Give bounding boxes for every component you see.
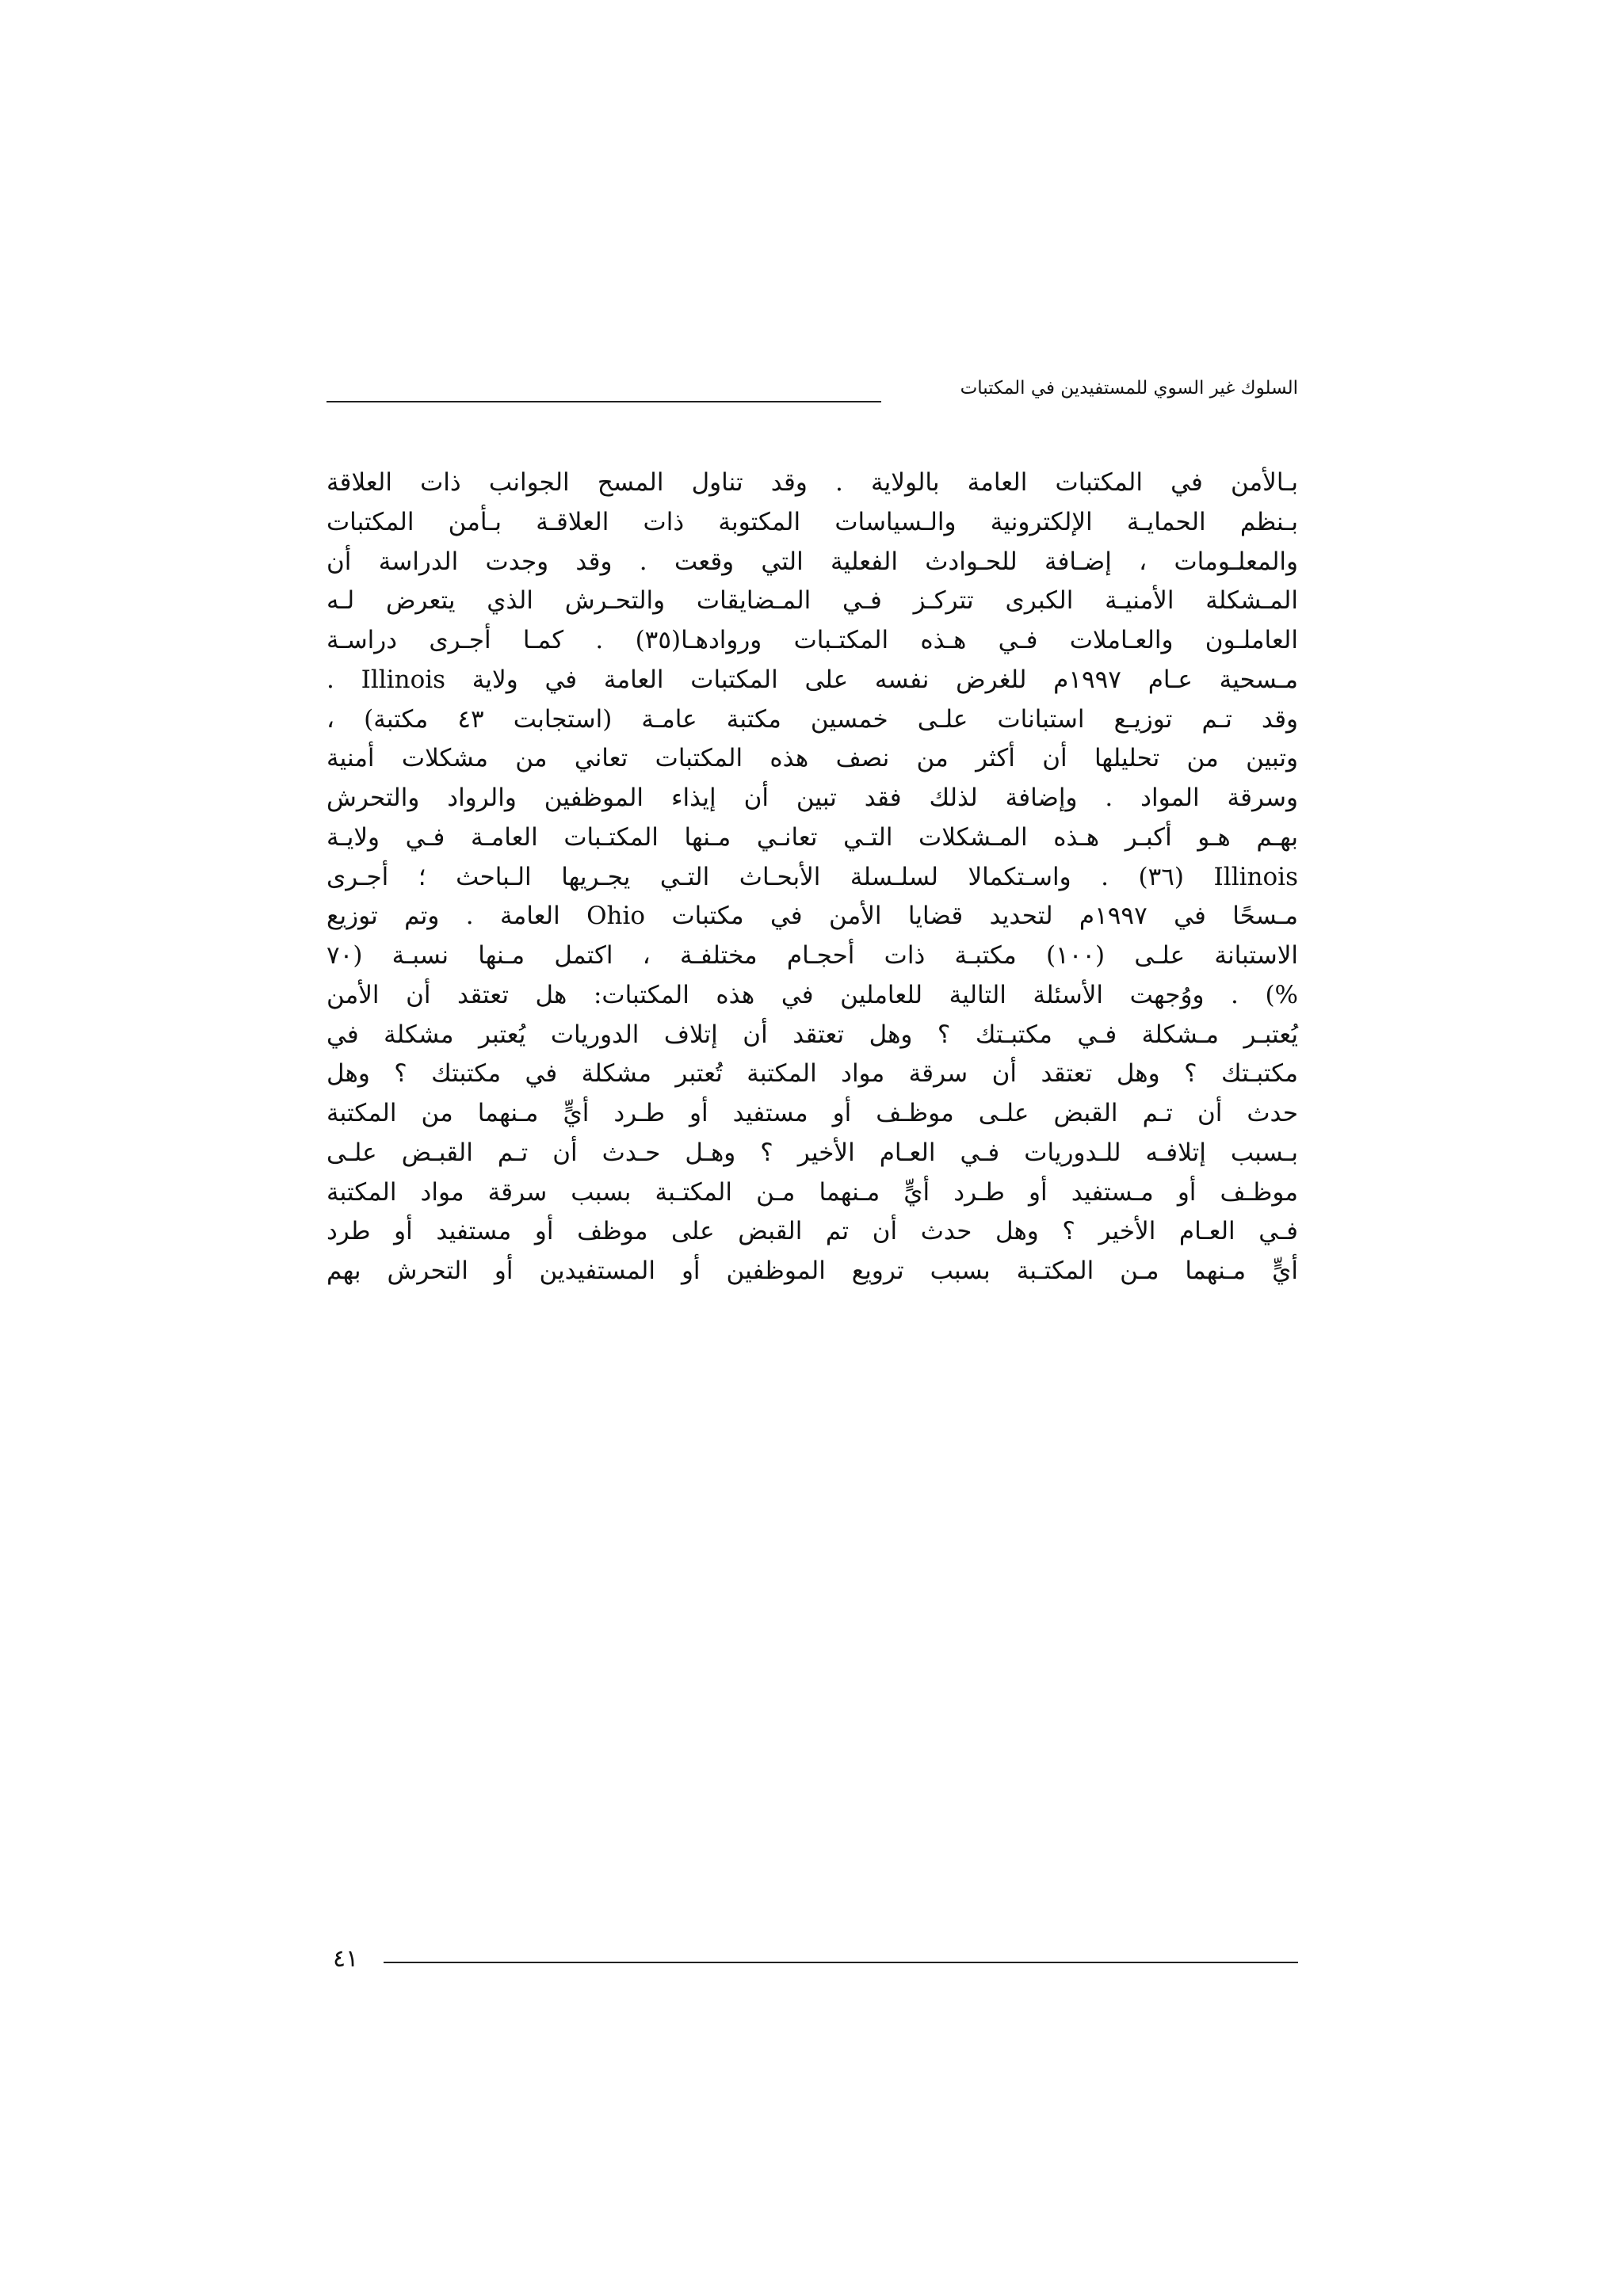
text-line: الاستبانة علـى (١٠٠) مكتبـة ذات أحجـام مختلفـة ، اكتمل مـنها نسبـة (٧٠ (327, 941, 1299, 970)
text-line: Illinois (٣٦) . واسـتكمالا لسلـسلة الأبحـاث التـي يجـريها الـباحث ؛ أجـرى (327, 862, 1298, 891)
text-line: بـالأمن في المكتبات العامة بالولاية . وقد تناول المسح الجوانب ذات العلاقة (327, 468, 1298, 497)
text-line: وسرقة المواد . وإضافة لذلك فقد تبين أن إيذاء الموظفين والرواد والتحرش (327, 784, 1298, 812)
footer-rule (384, 1962, 1298, 1963)
text-line: بـسبب إتلافـه للـدوريات فـي العـام الأخير ؟ وهـل حـدث أن تـم القبـض علـى (327, 1138, 1298, 1167)
text-line: فـي العـام الأخير ؟ وهل حدث أن تم القبض على موظف أو مستفيد أو طرد (327, 1217, 1298, 1246)
text-line: مكتبـتك ؟ وهل تعتقد أن سرقة مواد المكتبة تُعتبر مشكلة في مكتبتك ؟ وهل (327, 1059, 1298, 1089)
text-line: بهـم هـو أكبـر هـذه المـشكلات التـي تعانـي مـنها المكتـبات العامـة فـي ولايـة (327, 822, 1298, 852)
text-line: حدث أن تـم القبض علـى موظـف أو مستفيد أو طـرد أيٍّ مـنهما من المكتبة (327, 1099, 1298, 1127)
text-line: المـشكلة الأمنيـة الكبرى تتركـز فـي المـضايقات والتحـرش الذي يتعرض لـه (327, 586, 1298, 616)
page-number: ٤١ (333, 1945, 359, 1973)
text-line: والمعلـومات ، إضـافة للحـوادث الفعلية التي وقعت . وقد وجدت الدراسة أن (327, 547, 1298, 576)
running-header-title: السلوك غير السوي للمستفيدين في المكتبات (960, 378, 1298, 399)
text-line: %) . ووُجهت الأسئلة التالية للعاملين في هذه المكتبات: هل تعتقد أن الأمن (327, 980, 1298, 1009)
text-line: العاملـون والعـاملات فـي هـذه المكتـبات وروادهـا(٣٥) . كمـا أجـرى دراسـة (327, 626, 1298, 654)
text-line: موظـف أو مـستفيد أو طـرد أيٍّ مـنهما مـن المكتـبة بسبب سرقة مواد المكتبة (327, 1177, 1298, 1207)
header-rule (327, 401, 881, 402)
text-line: بـنظم الحمايـة الإلكترونية والـسياسات المكتوبة ذات العلاقـة بـأمن المكتبات (327, 507, 1298, 536)
page-footer (327, 1939, 1298, 1979)
text-line: مـسحية عـام ١٩٩٧م للغرض نفسه على المكتبات العامة في ولاية Illinois . (327, 665, 1298, 694)
running-header (327, 372, 1298, 410)
text-line: مـسحًا في ١٩٩٧م لتحديد قضايا الأمن في مكتبات Ohio العامة . وتم توزيع (327, 902, 1298, 931)
text-line: وتبين من تحليلها أن أكثر من نصف هذه المكتبات تعاني من مشكلات أمنية (327, 744, 1298, 773)
text-line: أيٍّ مـنهما مـن المكتـبة بسبب ترويع الموظفين أو المستفيدين أو التحرش بهم (327, 1257, 1298, 1285)
text-line: يُعتبـر مـشكلة فـي مكتبـتك ؟ وهل تعتقد أن إتلاف الدوريات يُعتبر مشكلة في (327, 1020, 1298, 1049)
body-text (327, 463, 1298, 1291)
text-line: وقد تـم توزيـع استبانات علـى خمسين مكتبة عامـة (استجابت ٤٣ مكتبة) ، (327, 704, 1298, 734)
